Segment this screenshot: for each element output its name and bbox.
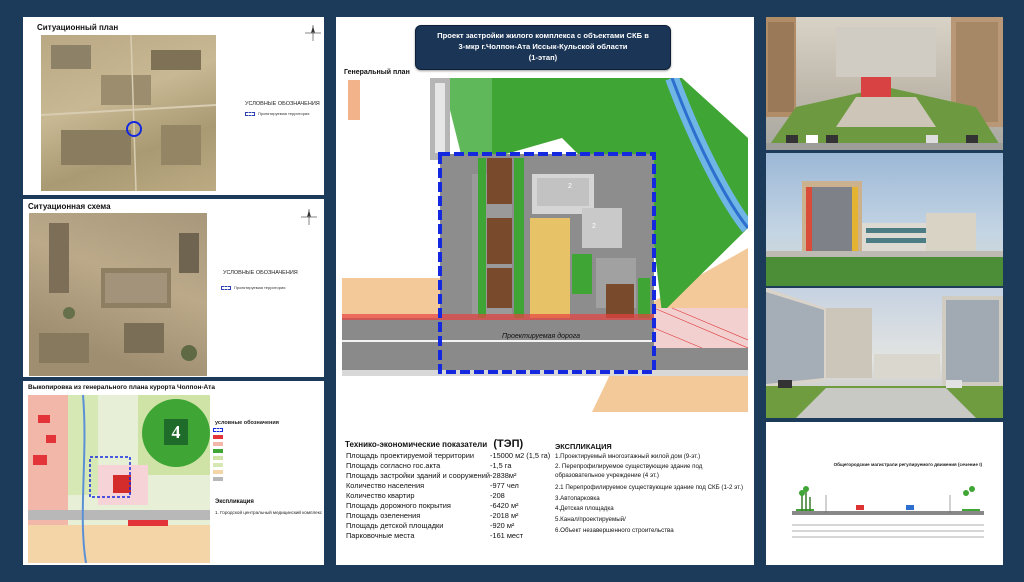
general-plan-extract-legend-swatches bbox=[213, 428, 313, 488]
tep-row: Количество квартир bbox=[346, 491, 415, 500]
situational-scheme-legend-item: Проектируемая территория bbox=[221, 285, 285, 290]
situational-plan-map[interactable] bbox=[41, 35, 216, 191]
render-2-drawing bbox=[766, 153, 1003, 286]
explication-title: ЭКСПЛИКАЦИЯ bbox=[555, 442, 612, 451]
svg-text:2: 2 bbox=[568, 183, 572, 190]
project-title-line1: Проект застройки жилого комплекса с объектами СКБ в bbox=[437, 31, 649, 40]
tep-row: Парковочные места bbox=[346, 531, 415, 540]
situational-plan-map-drawing bbox=[41, 35, 216, 191]
tep-value: -6420 м² bbox=[490, 501, 519, 510]
explication-item: образовательное учреждение (4 эт.) bbox=[555, 472, 659, 479]
boundary-swatch bbox=[221, 286, 231, 290]
tep-value: -920 м² bbox=[490, 521, 515, 530]
situational-scheme-map[interactable] bbox=[29, 213, 207, 376]
explication-item: 3.Автопарковка bbox=[555, 495, 600, 502]
situational-plan-legend-item: Проектируемая территория bbox=[245, 111, 309, 116]
project-title-line3: (1-этап) bbox=[528, 53, 558, 62]
situational-scheme-title: Ситуационная схема bbox=[28, 202, 111, 211]
explication-item: 1.Проектируемый многоэтажный жилой дом (9-эт.) bbox=[555, 453, 701, 460]
explication-item: 4.Детская площадка bbox=[555, 505, 614, 512]
tep-value: -15000 м2 (1,5 га) bbox=[490, 451, 551, 460]
general-plan-label: Генеральный план bbox=[344, 69, 410, 76]
tep-value: -161 мест bbox=[490, 531, 524, 540]
situational-scheme-map-drawing bbox=[29, 213, 207, 376]
explication-item: 2. Перепрофилируемое существующие здание под bbox=[555, 463, 703, 470]
section-sheet bbox=[766, 422, 1003, 565]
tep-row: Площадь озеленения bbox=[346, 511, 421, 520]
legend-swatch-green bbox=[213, 449, 223, 453]
visualization-render-3[interactable] bbox=[766, 288, 1003, 418]
north-arrow-icon bbox=[305, 25, 321, 41]
zone-number-badge: 4 bbox=[164, 419, 188, 445]
road-section-drawing[interactable] bbox=[766, 465, 1003, 565]
legend-swatch-mixed bbox=[213, 442, 223, 446]
render-3-drawing bbox=[766, 288, 1003, 418]
tep-value: -1,5 га bbox=[490, 461, 512, 470]
boundary-swatch bbox=[245, 112, 255, 116]
general-plan-extract-legend-title: условные обозначения bbox=[215, 420, 279, 426]
legend-swatch-boundary bbox=[213, 428, 223, 432]
visualization-render-1[interactable] bbox=[766, 17, 1003, 150]
project-title-line2: 3-мкр г.Чолпон-Ата Иссык-Кульской области bbox=[458, 42, 628, 51]
tep-row: Площадь согласно гос.акта bbox=[346, 461, 441, 470]
situational-plan-legend-title: УСЛОВНЫЕ ОБОЗНАЧЕНИЯ bbox=[245, 101, 320, 107]
tep-abbr: (ТЭП) bbox=[493, 438, 524, 450]
center-sheet bbox=[336, 17, 754, 565]
left-sheet-general-plan-extract bbox=[23, 381, 324, 565]
tep-title: Технико-экономические показатели bbox=[345, 440, 488, 449]
general-plan-extract-explication-title: Экспликация bbox=[215, 499, 254, 505]
situational-plan-title: Ситуационный план bbox=[37, 23, 119, 32]
tep-value: -2018 м² bbox=[490, 511, 519, 520]
tep-value: -977 чел bbox=[490, 481, 519, 490]
general-plan-svg bbox=[342, 78, 748, 412]
tep-row: Количество населения bbox=[346, 481, 425, 490]
legend-swatch-garden bbox=[213, 463, 223, 467]
visualization-render-2[interactable] bbox=[766, 153, 1003, 286]
legend-swatch-road bbox=[213, 477, 223, 481]
general-plan-extract-explication-item: 1. Городской центральный медицинский комплекс bbox=[215, 510, 323, 515]
legend-swatch-residential bbox=[213, 435, 223, 439]
tep-row: Площадь дорожного покрытия bbox=[346, 501, 451, 510]
left-sheet-situational-plan bbox=[23, 17, 324, 195]
project-title-box bbox=[415, 25, 671, 70]
tep-row: Площадь детской площадки bbox=[346, 521, 444, 530]
explication-item: 5.Канал/проектируемый/ bbox=[555, 516, 626, 523]
svg-text:2: 2 bbox=[592, 223, 596, 230]
render-1-drawing bbox=[766, 17, 1003, 150]
legend-swatch-park bbox=[213, 456, 223, 460]
north-arrow-icon bbox=[301, 209, 317, 225]
tep-row: Площадь застройки зданий и сооружений bbox=[346, 471, 490, 480]
section-title: Общегородские магистрали регулируемого движения (сечение I) bbox=[833, 462, 982, 467]
tep-value: -2838м² bbox=[490, 471, 517, 480]
tep-heading bbox=[345, 438, 523, 450]
tep-row: Площадь проектируемой территории bbox=[346, 451, 475, 460]
situational-scheme-legend-title: УСЛОВНЫЕ ОБОЗНАЧЕНИЯ bbox=[223, 270, 298, 276]
left-sheet-situational-scheme bbox=[23, 199, 324, 377]
road-label: Проектируемая дорога bbox=[502, 333, 581, 340]
general-plan-drawing[interactable] bbox=[342, 78, 748, 412]
general-plan-extract-title: Выкопировка из генерального плана курорта Чолпон-Ата bbox=[28, 384, 215, 391]
hatched-plot bbox=[348, 80, 360, 120]
explication-item: 6.Объект незавершенного строительства bbox=[555, 527, 674, 534]
explication-item: 2.1 Перепрофилируемое существующие здание под СКБ (1-2 эт.) bbox=[555, 484, 744, 491]
general-plan-extract-map[interactable] bbox=[28, 395, 210, 563]
tep-value: -208 bbox=[490, 491, 505, 500]
legend-swatch-low-rise bbox=[213, 470, 223, 474]
